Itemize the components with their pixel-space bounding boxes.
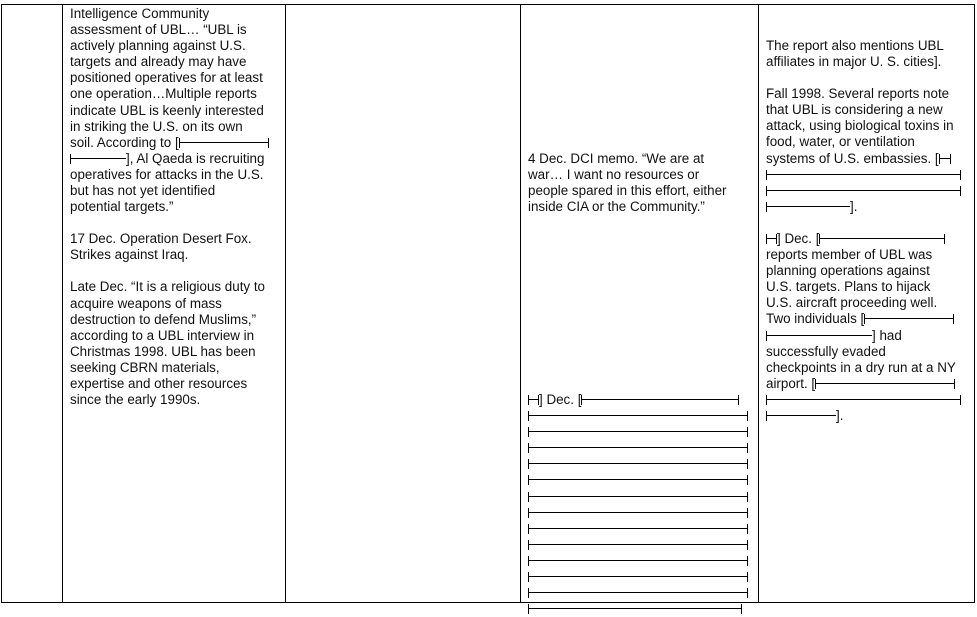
assessment-line: actively planning against U.S. bbox=[70, 38, 246, 54]
report-line: that UBL is considering a new bbox=[766, 102, 943, 118]
report-line: food, water, or ventilation bbox=[766, 134, 915, 150]
report-text: ] Dec. [ bbox=[777, 230, 820, 246]
redaction-block bbox=[528, 601, 756, 617]
report-text: airport. [ bbox=[766, 375, 816, 391]
report-line: planning operations against bbox=[766, 263, 930, 279]
report-line: The report also mentions UBL bbox=[766, 38, 944, 53]
cell-reports bbox=[766, 38, 974, 424]
redaction-mark bbox=[766, 202, 850, 212]
interview-line: according to a UBL interview in bbox=[70, 327, 255, 343]
timeline-table bbox=[1, 4, 975, 603]
assessment-line: but has not yet identified bbox=[70, 183, 216, 199]
redaction-mark bbox=[766, 411, 836, 421]
report-line: checkpoints in a dry run at a NY bbox=[766, 359, 956, 375]
table-border-right bbox=[974, 5, 975, 602]
redaction-block bbox=[528, 553, 756, 569]
memo-line: war… I want no resources or bbox=[528, 167, 700, 183]
interview-line: Christmas 1998. UBL has been bbox=[70, 343, 256, 359]
memo-line: people spared in this effort, either bbox=[528, 183, 727, 199]
report-line: U.S. targets. Plans to hijack bbox=[766, 279, 931, 295]
assessment-line: one operation…Multiple reports bbox=[70, 86, 257, 102]
dec-label: ] Dec. [ bbox=[539, 392, 582, 407]
report-line bbox=[766, 328, 974, 344]
report-text: systems of U.S. embassies. [ bbox=[766, 150, 939, 166]
assessment-line: targets and already may have bbox=[70, 54, 247, 70]
table-border-left bbox=[1, 5, 2, 602]
report-text: Two individuals [ bbox=[766, 311, 865, 327]
redacted-dec-line bbox=[528, 392, 756, 408]
column-divider-1 bbox=[62, 5, 63, 602]
redaction-block bbox=[528, 537, 756, 553]
redaction-block bbox=[766, 167, 974, 183]
cell-intelligence-assessment bbox=[70, 6, 284, 408]
column-divider-4 bbox=[758, 5, 759, 602]
desert-fox-line: Strikes against Iraq. bbox=[70, 247, 189, 263]
redaction-mark bbox=[766, 331, 872, 341]
redaction-block bbox=[528, 521, 756, 537]
memo-line: inside CIA or the Community.” bbox=[528, 199, 705, 215]
assessment-line: indicate UBL is keenly interested bbox=[70, 102, 264, 118]
memo-line: 4 Dec. DCI memo. “We are at bbox=[528, 151, 705, 166]
interview-line: since the early 1990s. bbox=[70, 392, 201, 408]
interview-line: destruction to defend Muslims,” bbox=[70, 311, 257, 327]
redaction-block bbox=[528, 472, 756, 488]
desert-fox-line: 17 Dec. Operation Desert Fox. bbox=[70, 231, 252, 247]
report-line bbox=[766, 408, 974, 424]
assessment-line: in striking the U.S. on its own bbox=[70, 118, 243, 134]
assessment-line: potential targets.” bbox=[70, 199, 174, 215]
assessment-line: assessment of UBL… “UBL is bbox=[70, 22, 247, 38]
report-line: U.S. aircraft proceeding well. bbox=[766, 295, 938, 311]
redaction-block bbox=[528, 585, 756, 601]
report-text: ] had bbox=[872, 327, 902, 343]
interview-line: acquire weapons of mass bbox=[70, 295, 222, 311]
assessment-line: positioned operatives for at least bbox=[70, 70, 263, 86]
redaction-mark bbox=[864, 314, 954, 324]
assessment-line: Intelligence Community bbox=[70, 6, 210, 21]
assessment-line: operatives for attacks in the U.S. bbox=[70, 166, 264, 182]
report-line bbox=[766, 311, 974, 327]
redaction-block bbox=[528, 424, 756, 440]
redaction-mark bbox=[815, 379, 955, 389]
report-line: reports member of UBL was bbox=[766, 247, 933, 263]
report-text: ]. bbox=[836, 407, 844, 423]
cell-redacted-dec-entry bbox=[528, 392, 756, 617]
report-text: ]. bbox=[850, 198, 858, 214]
report-line: successfully evaded bbox=[766, 343, 886, 359]
redaction-block bbox=[528, 569, 756, 585]
redaction-mark bbox=[819, 234, 945, 244]
assessment-text: ], Al Qaeda is recruiting bbox=[126, 150, 265, 166]
assessment-line bbox=[70, 151, 284, 167]
redaction-mark bbox=[581, 395, 739, 405]
redaction-block bbox=[528, 489, 756, 505]
redaction-block bbox=[528, 456, 756, 472]
assessment-line bbox=[70, 135, 284, 151]
redaction-mark bbox=[766, 234, 777, 244]
redaction-block bbox=[528, 505, 756, 521]
redaction-mark bbox=[528, 395, 539, 405]
interview-line: Late Dec. “It is a religious duty to bbox=[70, 279, 266, 295]
redaction-mark bbox=[70, 154, 126, 164]
assessment-text: soil. According to [ bbox=[70, 134, 179, 150]
redaction-mark bbox=[939, 154, 951, 164]
redaction-block bbox=[528, 408, 756, 424]
report-line: Fall 1998. Several reports note bbox=[766, 86, 950, 102]
column-divider-3 bbox=[520, 5, 521, 602]
report-line: attack, using biological toxins in bbox=[766, 118, 954, 134]
report-line bbox=[766, 376, 974, 392]
report-line bbox=[766, 199, 974, 215]
redaction-mark bbox=[179, 138, 269, 148]
cell-dci-memo bbox=[528, 151, 756, 215]
interview-line: expertise and other resources bbox=[70, 375, 248, 391]
report-line bbox=[766, 151, 974, 167]
redaction-block bbox=[528, 440, 756, 456]
interview-line: seeking CBRN materials, bbox=[70, 359, 220, 375]
report-line: affiliates in major U. S. cities]. bbox=[766, 54, 942, 70]
redaction-block bbox=[766, 392, 974, 408]
report-line bbox=[766, 231, 974, 247]
redaction-block bbox=[766, 183, 974, 199]
column-divider-2 bbox=[285, 5, 286, 602]
